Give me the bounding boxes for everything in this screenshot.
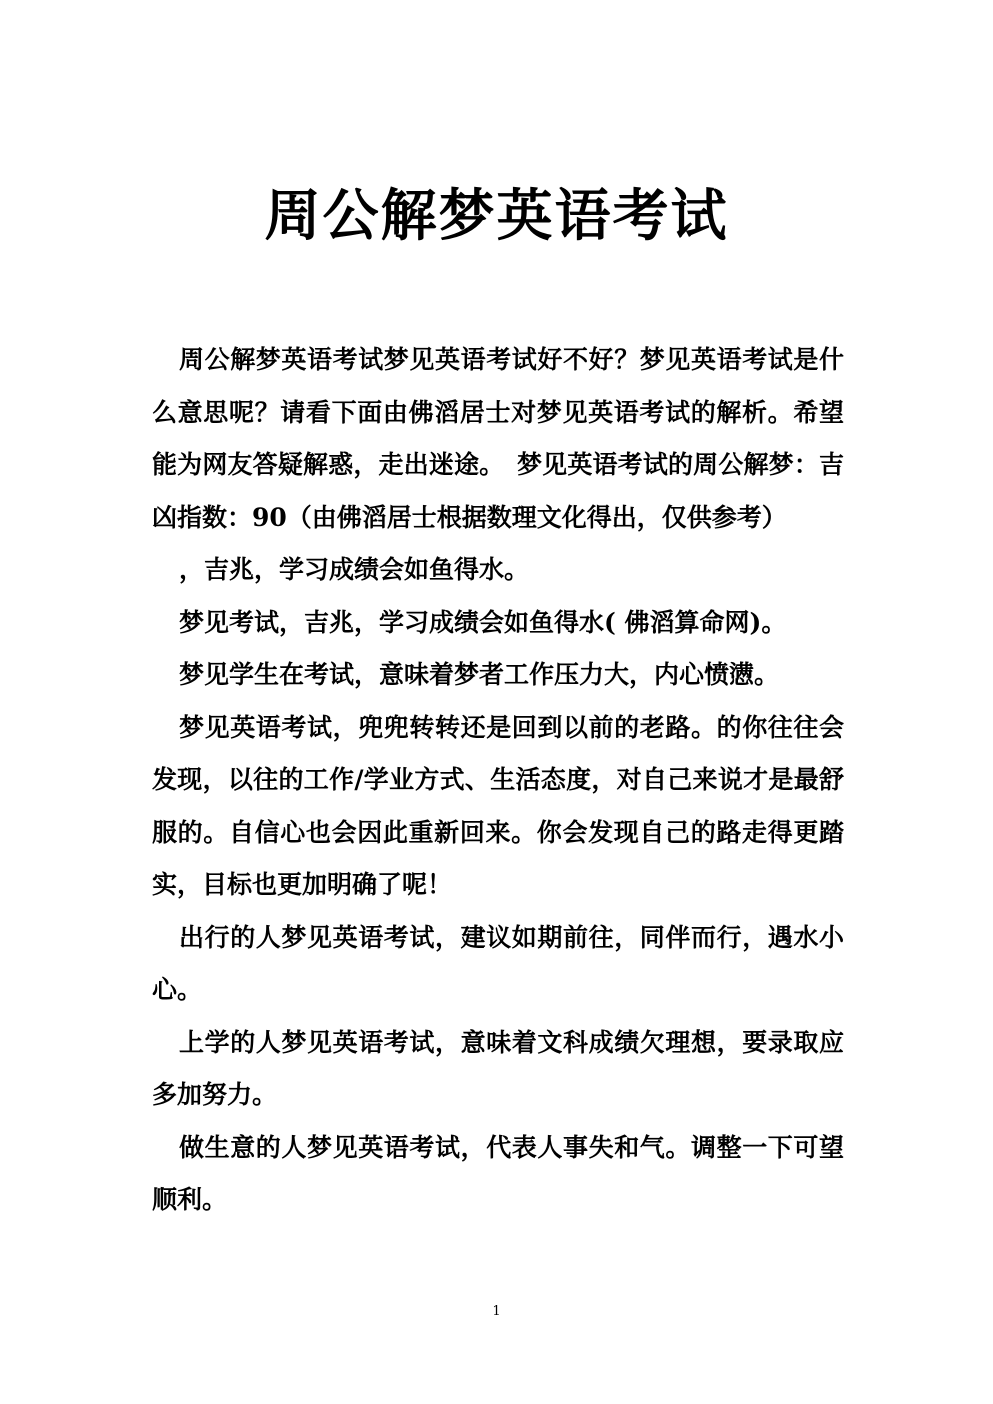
paragraph-auspicious: ，吉兆，学习成绩会如鱼得水。 — [179, 555, 530, 584]
paragraph-businessperson: 做生意的人梦见英语考试，代表人事失和气。调整一下可望顺利。 — [152, 1132, 844, 1214]
paragraph-dream-exam: 梦见考试，吉兆，学习成绩会如鱼得水( 佛滔算命网)。 — [179, 607, 787, 637]
paragraph-student: 上学的人梦见英语考试，意味着文科成绩欠理想，要录取应多加努力。 — [152, 1027, 844, 1109]
document-body — [152, 334, 844, 1227]
paragraph-traveler: 出行的人梦见英语考试，建议如期前往，同伴而行，遇水小心。 — [152, 922, 844, 1004]
document-title: 周公解梦英语考试 — [264, 183, 729, 249]
paragraph-dream-student: 梦见学生在考试，意味着梦者工作压力大，内心愤懑。 — [179, 660, 780, 689]
paragraph-intro: 周公解梦英语考试梦见英语考试好不好？梦见英语考试是什么意思呢？请看下面由佛滔居士对梦见英语考试的解析。希望能为网友答疑解惑，走出迷途。 梦见英语考试的周公解梦：吉凶指数：90（由佛滔居士根据数理文化得出，仅供参考） — [152, 345, 844, 532]
paragraph-dream-english-exam: 梦见英语考试，兜兜转转还是回到以前的老路。的你往往会发现，以往的工作/学业方式、生活态度，对自己来说才是最舒服的。自信心也会因此重新回来。你会发现自己的路走得更踏实，目标也更加明确了呢！ — [152, 712, 844, 899]
page-number: 1 — [492, 1304, 501, 1319]
